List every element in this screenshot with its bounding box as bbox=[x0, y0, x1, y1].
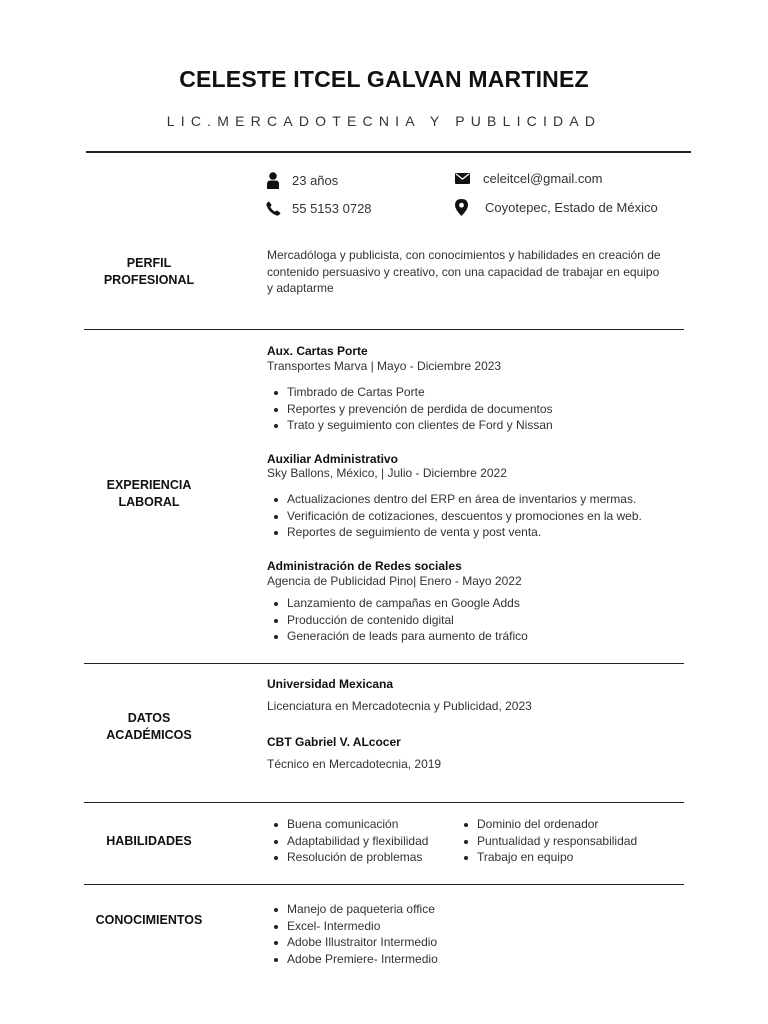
contact-email bbox=[455, 171, 602, 186]
school-degree: Licenciatura en Mercadotecnia y Publicidad, 2023 bbox=[267, 699, 532, 713]
list-item: Timbrado de Cartas Porte bbox=[267, 384, 553, 401]
job-task-list bbox=[267, 384, 553, 434]
summary-line: contenido persuasivo y creativo, con una capacidad de trabajar en equipo bbox=[267, 264, 660, 279]
list-item: Puntualidad y responsabilidad bbox=[457, 833, 637, 850]
school-name: Universidad Mexicana bbox=[267, 677, 394, 691]
section-label-experiencia bbox=[84, 477, 214, 511]
label-line: LABORAL bbox=[118, 495, 180, 509]
school-degree: Técnico en Mercadotecnia, 2019 bbox=[267, 757, 442, 771]
list-item: Trabajo en equipo bbox=[457, 849, 637, 866]
header-divider bbox=[86, 151, 691, 153]
label-line: EXPERIENCIA bbox=[106, 478, 192, 492]
location-pin-icon bbox=[455, 199, 485, 216]
list-item: Manejo de paqueteria office bbox=[267, 901, 438, 918]
list-item: Reportes y prevención de perdida de documentos bbox=[267, 401, 553, 418]
contact-phone bbox=[266, 201, 372, 216]
age-text: 23 años bbox=[292, 173, 339, 188]
list-item: Producción de contenido digital bbox=[267, 612, 528, 629]
location-text: Coyotepec, Estado de México bbox=[485, 200, 658, 215]
list-item: Trato y seguimiento con clientes de Ford y Nissan bbox=[267, 417, 553, 434]
label-line: PERFIL bbox=[126, 256, 172, 270]
label-line: ACADÉMICOS bbox=[106, 728, 192, 742]
list-item: Reportes de seguimiento de venta y post venta. bbox=[267, 524, 642, 541]
skills-list-right bbox=[457, 816, 637, 866]
list-item: Dominio del ordenador bbox=[457, 816, 637, 833]
summary-line: y adaptarme bbox=[267, 281, 334, 295]
label-line: DATOS bbox=[127, 711, 171, 725]
label-line: PROFESIONAL bbox=[103, 273, 195, 287]
list-item: Lanzamiento de campañas en Google Adds bbox=[267, 595, 528, 612]
list-item: Buena comunicación bbox=[267, 816, 428, 833]
list-item: Verificación de cotizaciones, descuentos y promociones en la web. bbox=[267, 508, 642, 525]
summary-line: Mercadóloga y publicista, con conocimientos y habilidades en creación de bbox=[267, 248, 661, 262]
list-item: Generación de leads para aumento de tráfico bbox=[267, 628, 528, 645]
section-divider bbox=[84, 884, 684, 885]
school-name: CBT Gabriel V. ALcocer bbox=[267, 735, 401, 749]
section-label-academicos bbox=[84, 710, 214, 744]
section-divider bbox=[84, 329, 684, 330]
section-label-habilidades: HABILIDADES bbox=[106, 834, 192, 848]
job-role: Auxiliar Administrativo bbox=[267, 452, 398, 466]
section-divider bbox=[84, 802, 684, 803]
person-icon bbox=[266, 172, 292, 189]
job-company: Transportes Marva | Mayo - Diciembre 2023 bbox=[267, 359, 502, 373]
contact-location bbox=[455, 199, 658, 216]
list-item: Adobe Illustraitor Intermedio bbox=[267, 934, 438, 951]
job-company: Agencia de Publicidad Pino| Enero - Mayo 2022 bbox=[267, 574, 522, 588]
phone-icon bbox=[266, 201, 292, 216]
section-label-perfil bbox=[84, 255, 214, 289]
phone-text[interactable]: 55 5153 0728 bbox=[292, 201, 372, 216]
candidate-name: CELESTE ITCEL GALVAN MARTINEZ bbox=[179, 66, 589, 92]
contact-age bbox=[266, 172, 338, 189]
skills-list-left bbox=[267, 816, 428, 866]
list-item: Adobe Premiere- Intermedio bbox=[267, 951, 438, 968]
perfil-summary bbox=[267, 247, 661, 297]
mail-icon bbox=[455, 173, 483, 184]
list-item: Excel- Intermedio bbox=[267, 918, 438, 935]
job-task-list bbox=[267, 595, 528, 645]
job-task-list bbox=[267, 491, 642, 541]
knowledge-list bbox=[267, 901, 438, 967]
candidate-title: LIC.MERCADOTECNIA Y PUBLICIDAD bbox=[166, 113, 602, 129]
section-divider bbox=[84, 663, 684, 664]
email-text[interactable]: celeitcel@gmail.com bbox=[483, 171, 603, 186]
list-item: Resolución de problemas bbox=[267, 849, 428, 866]
section-label-conocimientos: CONOCIMIENTOS bbox=[95, 913, 203, 927]
job-company: Sky Ballons, México, | Julio - Diciembre 2022 bbox=[267, 466, 507, 480]
job-role: Administración de Redes sociales bbox=[267, 559, 462, 573]
list-item: Adaptabilidad y flexibilidad bbox=[267, 833, 428, 850]
job-role: Aux. Cartas Porte bbox=[267, 344, 368, 358]
list-item: Actualizaciones dentro del ERP en área de inventarios y mermas. bbox=[267, 491, 642, 508]
